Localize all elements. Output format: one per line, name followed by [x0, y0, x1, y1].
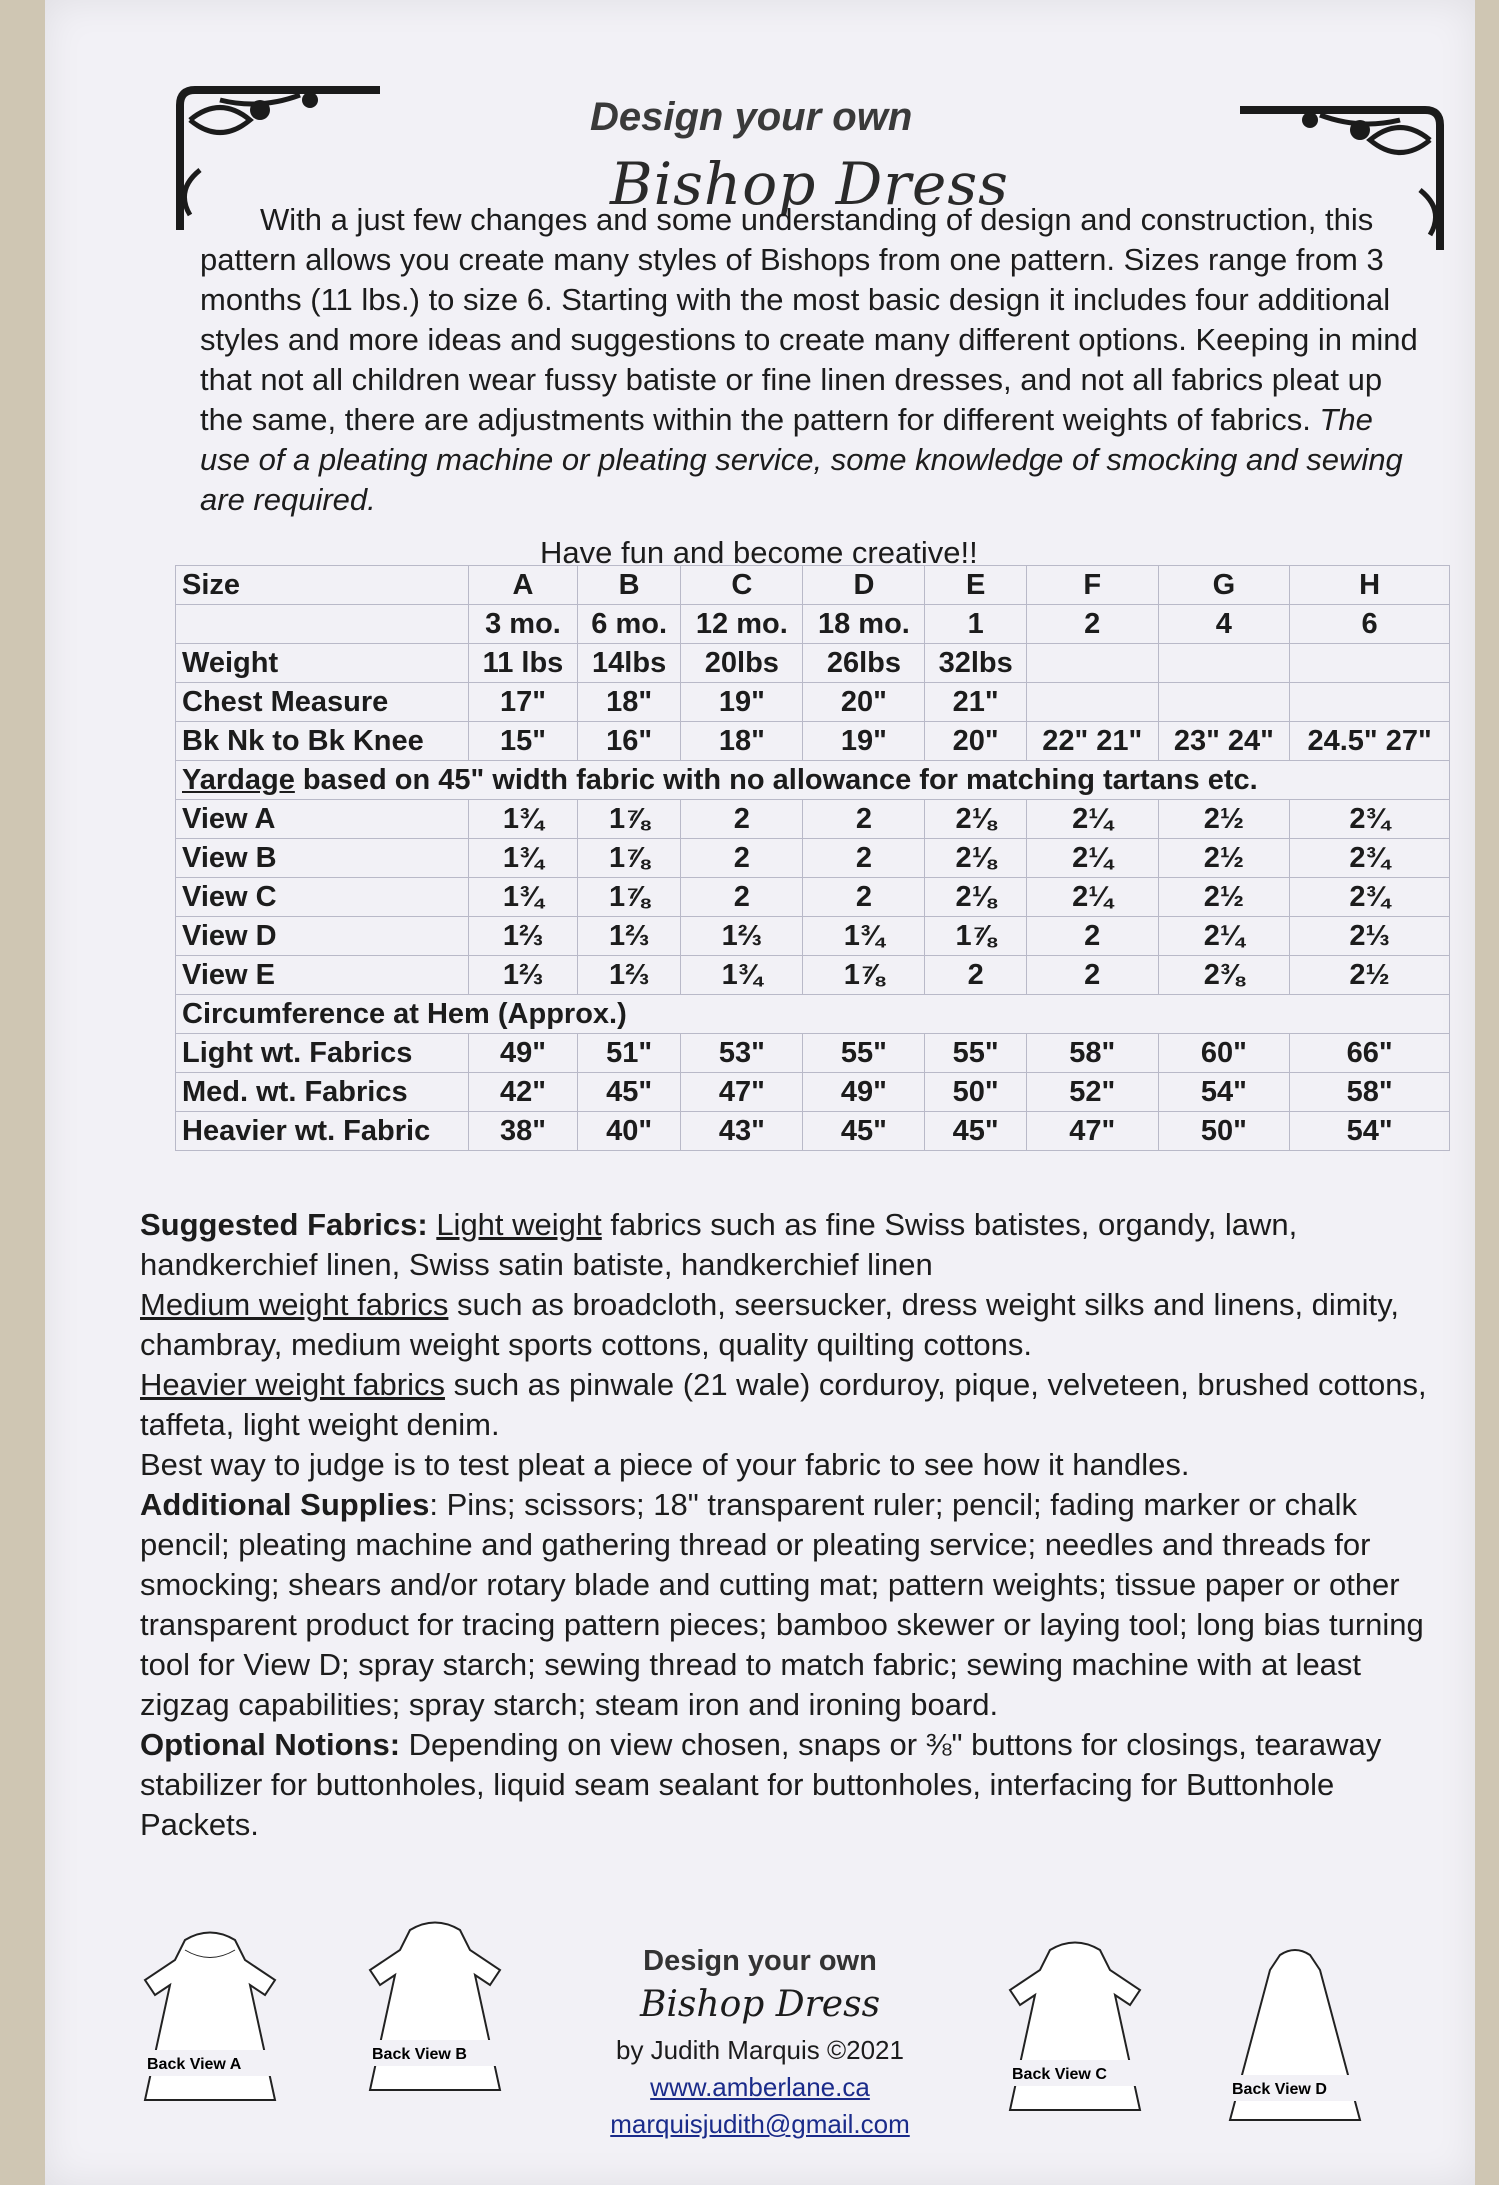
- hem-row: [176, 1034, 1450, 1073]
- yardage-cell: 1⅔: [577, 917, 680, 956]
- yardage-cell: 2⅓: [1290, 917, 1450, 956]
- yardage-cell: 1⅔: [469, 917, 578, 956]
- hem-cell: 49": [469, 1034, 578, 1073]
- yardage-cell: 1¾: [803, 917, 925, 956]
- yardage-cell: 1⅞: [925, 917, 1026, 956]
- weight-cell: [1026, 644, 1158, 683]
- size-row: [176, 566, 1450, 605]
- yardage-cell: 2: [803, 800, 925, 839]
- back-view-d-label: Back View D: [1232, 2081, 1327, 2098]
- yardage-cell: 1¾: [469, 800, 578, 839]
- medium-weight-label: Medium weight fabrics: [140, 1287, 449, 1322]
- hem-cell: 54": [1158, 1073, 1290, 1112]
- dress-back-view-b-icon: [360, 1910, 510, 2100]
- chest-label: Chest Measure: [176, 683, 469, 722]
- age-cell: 6 mo.: [577, 605, 680, 644]
- size-letter: G: [1158, 566, 1290, 605]
- back-view-b-label: Back View B: [372, 2046, 467, 2063]
- hem-cell: 42": [469, 1073, 578, 1112]
- yardage-cell: 2: [925, 956, 1026, 995]
- dress-back-view-a-icon: [135, 1920, 285, 2110]
- yardage-row: [176, 800, 1450, 839]
- yardage-title-rest: based on 45" width fabric with no allowance for matching tartans etc.: [294, 763, 1258, 796]
- hem-cell: 55": [803, 1034, 925, 1073]
- back-length-cell: 16": [577, 722, 680, 761]
- yardage-cell: 2½: [1158, 839, 1290, 878]
- yardage-cell: 2: [681, 878, 803, 917]
- notions-text: Depending on view chosen, snaps or ⅜" buttons for closings, tearaway stabilizer for buttonholes, liquid seam sealant for buttonholes, interfacing for Buttonhole Packets.: [140, 1727, 1382, 1842]
- header-title: Design your own: [590, 95, 913, 139]
- hem-cell: 58": [1290, 1073, 1450, 1112]
- yardage-cell: 1⅞: [577, 878, 680, 917]
- hem-cell: 54": [1290, 1112, 1450, 1151]
- age-label: [176, 605, 469, 644]
- size-label: Size: [176, 566, 469, 605]
- yardage-title-row: [176, 761, 1450, 800]
- weight-cell: 26lbs: [803, 644, 925, 683]
- back-length-row: [176, 722, 1450, 761]
- heavy-weight-label: Heavier weight fabrics: [140, 1367, 445, 1402]
- weight-row: [176, 644, 1450, 683]
- yardage-cell: 2⅛: [925, 800, 1026, 839]
- yardage-cell: 1¾: [681, 956, 803, 995]
- chest-cell: 21": [925, 683, 1026, 722]
- yardage-cell: 1¾: [469, 839, 578, 878]
- chest-cell: 17": [469, 683, 578, 722]
- age-cell: 3 mo.: [469, 605, 578, 644]
- hem-label: Med. wt. Fabrics: [176, 1073, 469, 1112]
- hem-cell: 66": [1290, 1034, 1450, 1073]
- hem-cell: 47": [1026, 1112, 1158, 1151]
- back-view-c-label: Back View C: [1012, 2066, 1107, 2083]
- supplies-paragraph: [140, 1485, 1430, 1725]
- chest-row: [176, 683, 1450, 722]
- notions-heading: Optional Notions:: [140, 1727, 401, 1762]
- yardage-cell: 2⅛: [925, 839, 1026, 878]
- yardage-cell: 2: [803, 839, 925, 878]
- light-weight-text: fabrics such as fine Swiss batistes, organdy, lawn, handkerchief linen, Swiss satin batiste, handkerchief linen: [140, 1207, 1298, 1282]
- chest-cell: 19": [681, 683, 803, 722]
- age-cell: 2: [1026, 605, 1158, 644]
- weight-label: Weight: [176, 644, 469, 683]
- yardage-title: [176, 761, 1450, 800]
- yardage-cell: 1⅔: [469, 956, 578, 995]
- yardage-cell: 2¼: [1158, 917, 1290, 956]
- hem-cell: 50": [925, 1073, 1026, 1112]
- yardage-label: View E: [176, 956, 469, 995]
- yardage-cell: 2: [803, 878, 925, 917]
- hem-row: [176, 1112, 1450, 1151]
- yardage-cell: 2½: [1290, 956, 1450, 995]
- yardage-cell: 2¾: [1290, 839, 1450, 878]
- yardage-row: [176, 956, 1450, 995]
- intro-paragraph: With a just few changes and some understanding of design and construction, this pattern allows you create many styles of Bishops from one pattern. Sizes range from 3 months (11 lbs.) to size 6. Starting with the most basic design it includes four additional styles and more ideas and suggestions to create many different options. Keeping in mind that not all children wear fussy batiste or fine linen dresses, and not all fabrics pleat up the same, there are adjustments within the pattern for different weights of fabrics.: [200, 202, 1418, 437]
- weight-cell: 20lbs: [681, 644, 803, 683]
- yardage-cell: 2: [681, 800, 803, 839]
- light-weight-label: Light weight: [436, 1207, 602, 1242]
- footer-url-link[interactable]: www.amberlane.ca: [650, 2072, 870, 2102]
- heavy-weight-text: such as pinwale (21 wale) corduroy, pique, velveteen, brushed cottons, taffeta, light weight denim.: [140, 1367, 1427, 1442]
- hem-cell: 51": [577, 1034, 680, 1073]
- hem-cell: 43": [681, 1112, 803, 1151]
- intro-italic-note: The use of a pleating machine or pleating service, some knowledge of smocking and sewing are required.: [200, 402, 1403, 517]
- weight-cell: 11 lbs: [469, 644, 578, 683]
- hem-cell: 38": [469, 1112, 578, 1151]
- hem-label: Heavier wt. Fabric: [176, 1112, 469, 1151]
- footer-email-link[interactable]: marquisjudith@gmail.com: [610, 2109, 910, 2139]
- yardage-cell: 2½: [1158, 800, 1290, 839]
- header-script-title: Bishop Dress: [610, 150, 1009, 218]
- hem-label: Light wt. Fabrics: [176, 1034, 469, 1073]
- footer-credits: [590, 1945, 930, 2140]
- size-letter: A: [469, 566, 578, 605]
- back-length-cell: 20": [925, 722, 1026, 761]
- size-letter: B: [577, 566, 680, 605]
- yardage-label: View A: [176, 800, 469, 839]
- intro-text: [200, 200, 1430, 520]
- footer-title: Design your own: [643, 1945, 877, 1977]
- hem-cell: 45": [577, 1073, 680, 1112]
- notions-paragraph: [140, 1725, 1430, 1845]
- size-letter: E: [925, 566, 1026, 605]
- yardage-title-underlined: Yardage: [182, 763, 295, 796]
- yardage-label: View B: [176, 839, 469, 878]
- hem-cell: 58": [1026, 1034, 1158, 1073]
- age-cell: 4: [1158, 605, 1290, 644]
- weight-cell: 14lbs: [577, 644, 680, 683]
- size-letter: D: [803, 566, 925, 605]
- yardage-cell: 2¼: [1026, 839, 1158, 878]
- yardage-cell: 2½: [1158, 878, 1290, 917]
- chest-cell: 18": [577, 683, 680, 722]
- dress-back-view-c-icon: [1000, 1930, 1150, 2120]
- size-chart-table: [175, 565, 1450, 1151]
- yardage-cell: 1⅞: [577, 839, 680, 878]
- chest-cell: [1290, 683, 1450, 722]
- weight-cell: 32lbs: [925, 644, 1026, 683]
- hem-title-row: [176, 995, 1450, 1034]
- weight-cell: [1290, 644, 1450, 683]
- dress-back-view-d-icon: [1220, 1940, 1370, 2130]
- yardage-cell: 1⅔: [577, 956, 680, 995]
- back-length-cell: 15": [469, 722, 578, 761]
- age-cell: 18 mo.: [803, 605, 925, 644]
- footer-script-title: Bishop Dress: [639, 1984, 881, 2025]
- back-length-cell: 19": [803, 722, 925, 761]
- footer-author: by Judith Marquis ©2021: [616, 2035, 904, 2065]
- age-row: [176, 605, 1450, 644]
- fabrics-paragraph: [140, 1205, 1430, 1285]
- yardage-cell: 1⅞: [577, 800, 680, 839]
- have-fun-line: Have fun and become creative!!: [540, 535, 978, 570]
- hem-cell: 55": [925, 1034, 1026, 1073]
- size-letter: C: [681, 566, 803, 605]
- back-length-label: Bk Nk to Bk Knee: [176, 722, 469, 761]
- hem-cell: 40": [577, 1112, 680, 1151]
- supplies-text: : Pins; scissors; 18" transparent ruler; pencil; fading marker or chalk pencil; pleating machine and gathering thread or pleating service; needles and threads for smocking; shears and/or rotary blade and cutting mat; pattern weights; tissue paper or other transparent product for tracing pattern pieces; bamboo skewer or laying tool; long bias turning tool for View D; spray starch; sewing thread to match fabric; sewing machine with at least zigzag capabilities; spray starch; steam iron and ironing board.: [140, 1487, 1424, 1722]
- hem-title: Circumference at Hem (Approx.): [176, 995, 1450, 1034]
- yardage-cell: 2: [1026, 956, 1158, 995]
- yardage-cell: 1⅞: [803, 956, 925, 995]
- yardage-label: View C: [176, 878, 469, 917]
- chest-cell: 20": [803, 683, 925, 722]
- back-view-a-label: Back View A: [147, 2056, 242, 2073]
- hem-row: [176, 1073, 1450, 1112]
- hem-cell: 47": [681, 1073, 803, 1112]
- hem-cell: 45": [925, 1112, 1026, 1151]
- yardage-cell: 2¼: [1026, 878, 1158, 917]
- hem-cell: 52": [1026, 1073, 1158, 1112]
- chest-cell: [1158, 683, 1290, 722]
- age-cell: 6: [1290, 605, 1450, 644]
- back-length-cell: 22" 21": [1026, 722, 1158, 761]
- size-letter: H: [1290, 566, 1450, 605]
- age-cell: 12 mo.: [681, 605, 803, 644]
- yardage-row: [176, 839, 1450, 878]
- supplies-heading: Additional Supplies: [140, 1487, 430, 1522]
- yardage-cell: 2⅜: [1158, 956, 1290, 995]
- heavy-paragraph: [140, 1365, 1430, 1445]
- medium-paragraph: [140, 1285, 1430, 1365]
- fabric-and-supplies-text: [140, 1205, 1430, 1845]
- yardage-cell: 2¾: [1290, 800, 1450, 839]
- yardage-cell: 1¾: [469, 878, 578, 917]
- back-length-cell: 23" 24": [1158, 722, 1290, 761]
- yardage-label: View D: [176, 917, 469, 956]
- yardage-cell: 2: [1026, 917, 1158, 956]
- medium-weight-text: such as broadcloth, seersucker, dress weight silks and linens, dimity, chambray, medium weight sports cottons, quality quilting cottons.: [140, 1287, 1399, 1362]
- yardage-row: [176, 917, 1450, 956]
- hem-cell: 60": [1158, 1034, 1290, 1073]
- back-length-cell: 24.5" 27": [1290, 722, 1450, 761]
- size-letter: F: [1026, 566, 1158, 605]
- yardage-cell: 1⅔: [681, 917, 803, 956]
- yardage-cell: 2⅛: [925, 878, 1026, 917]
- best-way-text: Best way to judge is to test pleat a piece of your fabric to see how it handles.: [140, 1447, 1190, 1482]
- hem-cell: 50": [1158, 1112, 1290, 1151]
- hem-cell: 45": [803, 1112, 925, 1151]
- hem-cell: 49": [803, 1073, 925, 1112]
- fabrics-heading: Suggested Fabrics:: [140, 1207, 428, 1242]
- back-length-cell: 18": [681, 722, 803, 761]
- weight-cell: [1158, 644, 1290, 683]
- yardage-cell: 2¼: [1026, 800, 1158, 839]
- yardage-cell: 2: [681, 839, 803, 878]
- yardage-cell: 2¾: [1290, 878, 1450, 917]
- yardage-row: [176, 878, 1450, 917]
- hem-cell: 53": [681, 1034, 803, 1073]
- age-cell: 1: [925, 605, 1026, 644]
- chest-cell: [1026, 683, 1158, 722]
